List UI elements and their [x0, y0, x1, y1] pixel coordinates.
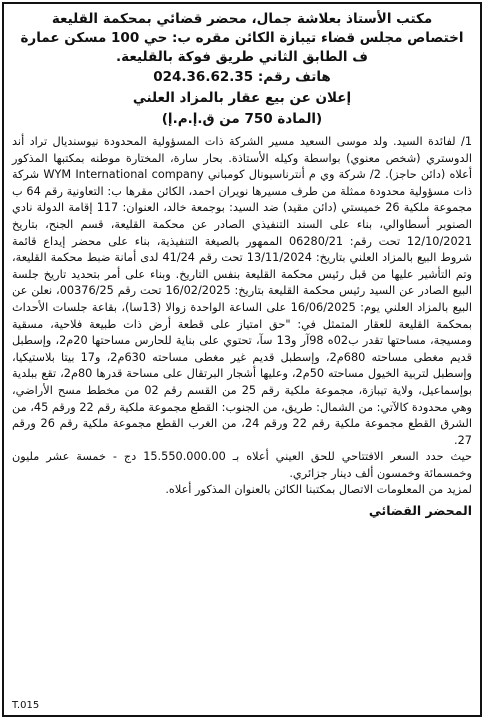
- notice-paragraph-main: 1/ لفائدة السيد. ولد موسى السعيد مسير الشركة ذات المسؤولية المحدودة نيوسنديال تراد أند الدوستري (شخص معنوي) بواسطة وكيله الأستاذة. بحار سارة، المختارة موطنه بمكتبها المذكور أعلاه (دائن حاجز). 2/ شركة وي م أنترناسيونال كومباني WYM International company شركة ذات مسؤولية محدودة ممثلة من طرف مسيرها نويران احمد، الكائن مقرها ب: التعاونية رقم 64 ب مجموعة ملكية 26 خميستي (دائن مقيد) ضد السيد: بوجمعة خالد، العنوان: 117 إقامة الدولة نادي الصنوبر أسطاوالي، بناء على السند التنفيذي الصادر عن محكمة القليعة، قسم الجنح، بتاريخ 12/10/2021 تحت رقم: 06280/21 الممهور بالصيغة التنفيذية، بناء على محضر إيداع قائمة شروط البيع بالمزاد العلني بتاريخ: 13/11/2024 تحت رقم 41/24 لدى أمانة ضبط محكمة القليعة، وتم التأشير عليها من قبل رئيس محكمة القليعة بنفس التاريخ. وبناء على أمر بتحديد تاريخ جلسة البيع الصادر عن السيد رئيس محكمة القليعة بتاريخ: 16/02/2025 تحت رقم 00376/25، نعلن عن البيع بالمزاد العلني يوم: 16/06/2025 على الساعة الواحدة زوالا (13سا)، بقاعة جلسات الأحداث بمحكمة القليعة للعقار المتمثل في: "حق امتياز على قطعة أرض ذات طبيعة فلاحية، مسقية ومسيجة، مساحتها تقدر ب02ه 98آر و13 سآ، تحتوي على بناية للحارس مساحتها 20م2، وإسطبل قديم مغطى مساحته 680م2، وإسطبل قديم غير مغطى مساحته 630م2، و17 بيتا بلاستيكيا، وإسطبل لتربية الخيول مساحته 50م2، وعليها أشجار البرتقال على مساحة قدرها 80م2، تقع ببلدية بوإسماعيل، ولاية تيبازة، مجموعة ملكية رقم 25 من القسم رقم 02 من مخطط مسح الأراضي، وهي محدودة كالآتي: من الشمال: طريق، من الجنوب: القطع مجموعة ملكية رقم 22 ورقم 45، من الشرق القطع مجموعة ملكية رقم 22 ورقم 24، من الغرب القطع مجموعة ملكية رقم 26 ورقم 27.: [12, 135, 473, 447]
- reference-code: T.015: [12, 700, 40, 711]
- office-name: مكتب الأستاذ بعلاشة جمال، محضر قضائي بمحكمة القليعة: [51, 11, 433, 27]
- notice-title: إعلان عن بيع عقار بالمزاد العلني: [132, 90, 352, 106]
- office-phone: هاتف رقم: 024.36.62.35: [153, 69, 331, 85]
- notice-paragraph-contact: لمزيد من المعلومات الاتصال بمكتبنا الكائن بالعنوان المذكور أعلاه.: [165, 483, 472, 497]
- office-address: ف الطابق الثاني طريق فوكة بالقليعة.: [116, 49, 368, 65]
- notice-body: [12, 134, 472, 499]
- notice-paragraph-price: حيث حدد السعر الافتتاحي للحق العيني أعلاه بـ 15.550.000.00 دج - خمسة عشر مليون وخمسمائة وخمسون ألف دينار جزائري.: [12, 450, 472, 480]
- legal-article: (المادة 750 من ق.إ.م.إ): [161, 111, 323, 127]
- signature: المحضر القضائي: [368, 503, 472, 519]
- office-jurisdiction: اختصاص مجلس قضاء تيبازة الكائن مقره ب: حي 100 مسكن عمارة: [20, 30, 464, 46]
- legal-notice: [2, 2, 482, 717]
- notice-header: [12, 10, 472, 130]
